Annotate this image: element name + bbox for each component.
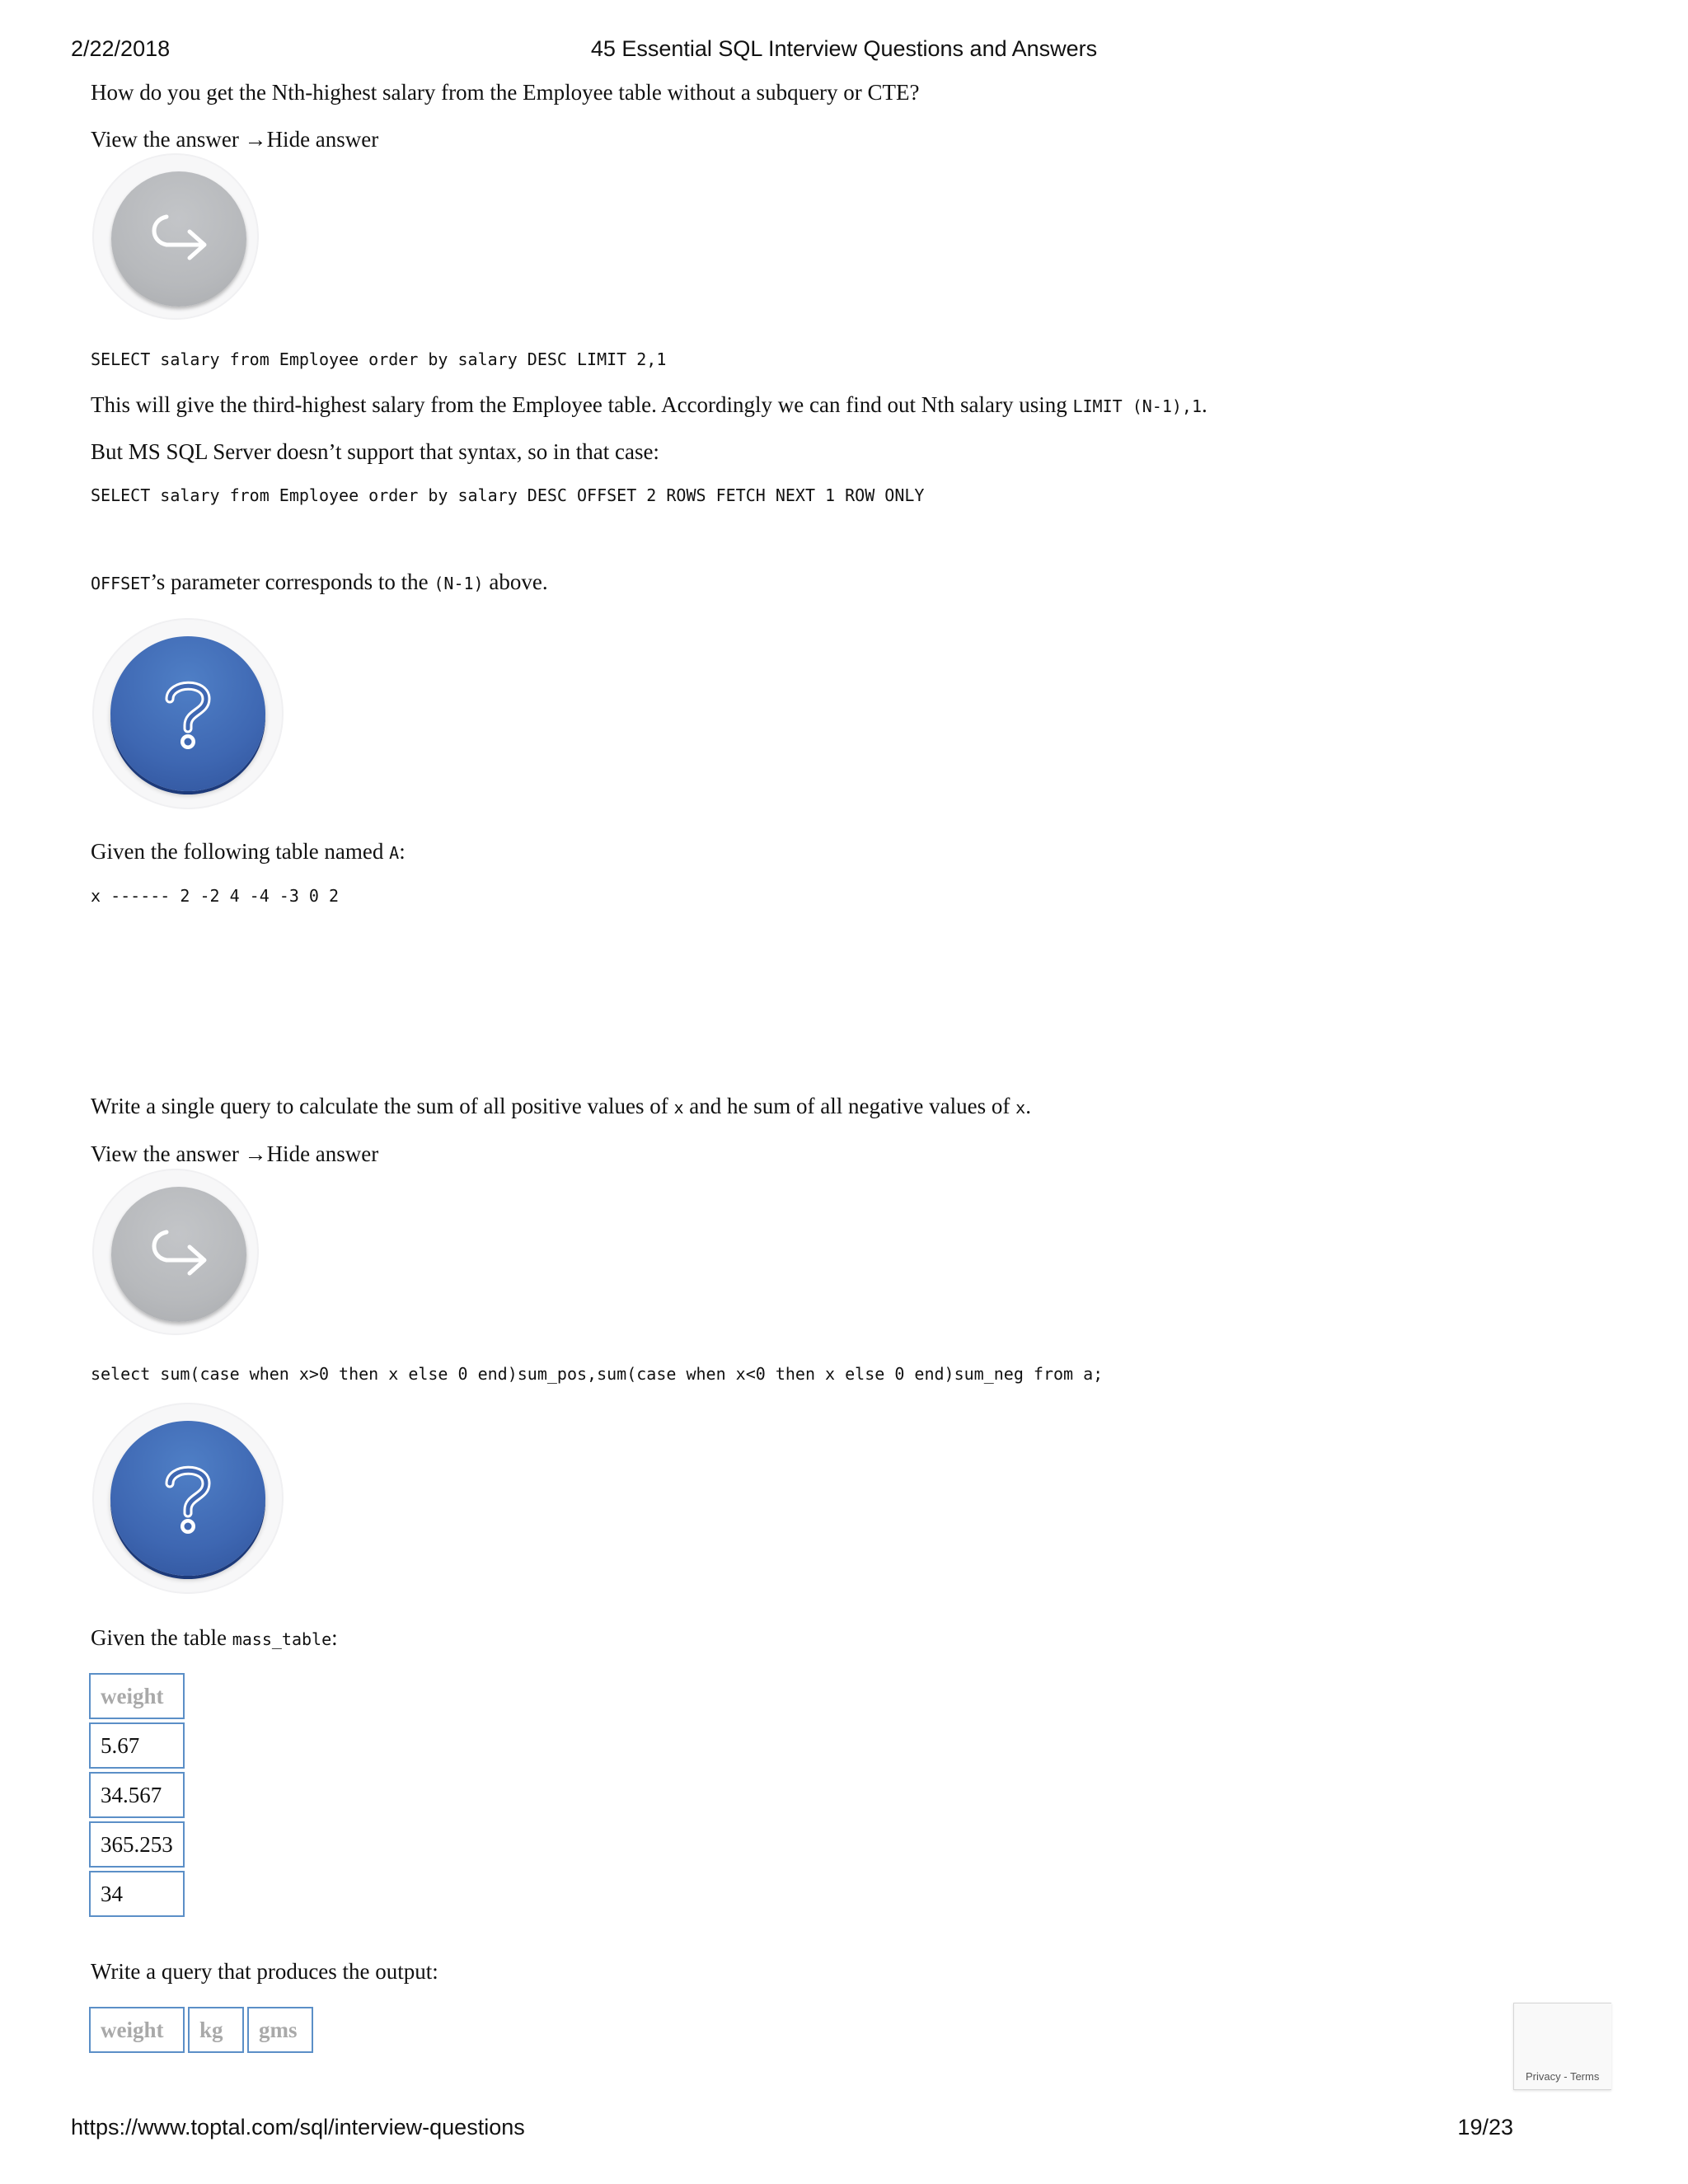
recaptcha-badge xyxy=(1513,2003,1611,2090)
privacy-link[interactable]: Privacy xyxy=(1526,2070,1561,2083)
table-cell: 34 xyxy=(89,1871,185,1917)
table-header-cell: weight xyxy=(89,1673,185,1719)
table-header-cell: kg xyxy=(188,2007,244,2053)
inline-code: LIMIT (N-1),1 xyxy=(1072,396,1203,416)
table-header-cell: gms xyxy=(247,2007,313,2053)
hide-answer-link[interactable]: Hide answer xyxy=(266,127,379,152)
print-title: 45 Essential SQL Interview Questions and Answers xyxy=(590,36,1098,61)
question-text: How do you get the Nth-highest salary from the Employee table without a subquery or CTE? xyxy=(91,80,920,105)
share-arrow-icon xyxy=(142,202,216,276)
paragraph: OFFSET’s parameter corresponds to the (N-1) above. xyxy=(91,569,548,594)
inline-code: OFFSET xyxy=(91,574,151,593)
answer-badge xyxy=(94,155,257,318)
print-header xyxy=(71,36,1617,69)
hide-answer-link[interactable]: Hide answer xyxy=(266,1141,379,1166)
inline-code: A xyxy=(389,843,400,863)
answer-toggle-row xyxy=(91,1140,378,1168)
code-block: select sum(case when x>0 then x else 0 end)sum_pos,sum(case when x<0 then x else 0 end)sum_neg from a; xyxy=(91,1364,1104,1384)
question-mark-icon xyxy=(155,1457,221,1540)
code-block: SELECT salary from Employee order by salary DESC LIMIT 2,1 xyxy=(91,349,667,369)
mass-table xyxy=(86,1670,188,1920)
paragraph: Given the table mass_table: xyxy=(91,1625,338,1650)
print-url: https://www.toptal.com/sql/interview-questions xyxy=(71,2115,525,2139)
view-answer-link[interactable]: View the answer → xyxy=(91,127,267,152)
output-table xyxy=(86,2004,316,2056)
print-date: 2/22/2018 xyxy=(71,36,171,61)
view-answer-link[interactable]: View the answer → xyxy=(91,1141,267,1166)
paragraph: Given the following table named A: xyxy=(91,839,406,864)
table-code-block: x ------ 2 -2 4 -4 -3 0 2 xyxy=(91,886,340,906)
share-arrow-icon xyxy=(142,1217,216,1291)
question-badge-circle xyxy=(110,636,265,791)
answer-toggle-row xyxy=(91,125,378,153)
question-mark-icon xyxy=(155,673,221,755)
terms-link[interactable]: Terms xyxy=(1569,2070,1600,2083)
answer-badge-circle xyxy=(111,171,246,307)
paragraph: This will give the third-highest salary from the Employee table. Accordingly we can find out Nth salary using LIMIT (N-1),1. xyxy=(91,392,1207,417)
recaptcha-links: Privacy - Terms xyxy=(1526,2070,1600,2083)
table-header-cell: weight xyxy=(89,2007,185,2053)
paragraph: But MS SQL Server doesn’t support that syntax, so in that case: xyxy=(91,439,659,464)
question-badge xyxy=(94,1404,282,1592)
inline-code: mass_table xyxy=(232,1629,332,1649)
question-badge-circle xyxy=(110,1421,265,1576)
inline-code: x xyxy=(1015,1098,1026,1118)
answer-badge xyxy=(94,1170,257,1333)
table-cell: 365.253 xyxy=(89,1821,185,1868)
page-number: 19/23 xyxy=(1457,2115,1513,2139)
inline-code: (N-1) xyxy=(434,574,484,593)
paragraph: Write a query that produces the output: xyxy=(91,1959,438,1984)
answer-badge-circle xyxy=(111,1187,246,1322)
code-block: SELECT salary from Employee order by salary DESC OFFSET 2 ROWS FETCH NEXT 1 ROW ONLY xyxy=(91,485,925,505)
question-badge xyxy=(94,620,282,808)
question-text: Write a single query to calculate the sum of all positive values of x and he sum of all negative values of x. xyxy=(91,1094,1031,1118)
print-footer xyxy=(71,2115,1617,2148)
inline-code: x xyxy=(673,1098,684,1118)
table-cell: 5.67 xyxy=(89,1722,185,1769)
table-cell: 34.567 xyxy=(89,1772,185,1818)
